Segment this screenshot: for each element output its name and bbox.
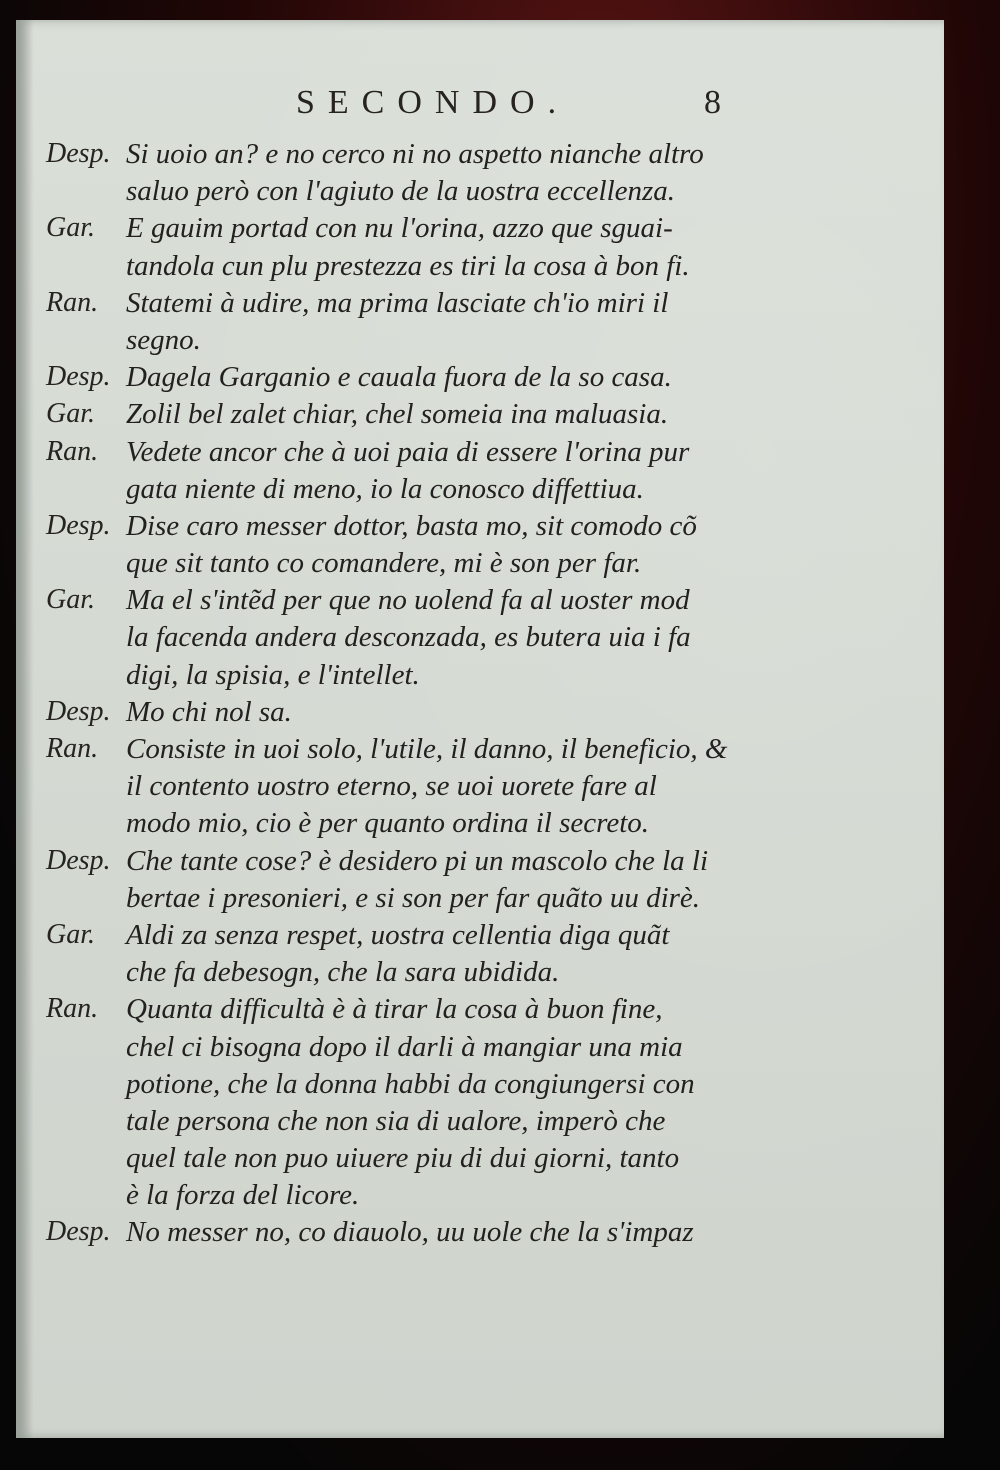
text-line (46, 1105, 786, 1142)
text-line (46, 956, 786, 993)
text-line (46, 250, 786, 287)
speaker-label: Gar. (46, 398, 96, 430)
line-text: Mo chi nol sa. (126, 695, 292, 728)
text-line (46, 770, 786, 807)
running-head: SECONDO. (296, 84, 570, 121)
page-gutter-shadow (16, 20, 34, 1438)
speaker-label: Ran. (46, 733, 99, 764)
book-page (16, 20, 944, 1438)
text-line (46, 696, 786, 733)
line-text: Ma el s'intẽd per que no uolend fa al uoster mod (126, 584, 690, 617)
text-line (46, 547, 786, 584)
line-text: potione, che la donna habbi da congiungersi con (126, 1067, 695, 1100)
text-line (46, 1179, 786, 1216)
speaker-label: Desp. (46, 844, 111, 876)
text-line (46, 361, 786, 398)
speaker-label: Ran. (46, 435, 99, 467)
text-line (46, 584, 786, 621)
text-line (46, 138, 786, 175)
line-text: segno. (126, 323, 201, 356)
line-text: quel tale non puo uiuere piu di dui giorni, tanto (126, 1142, 680, 1175)
line-text: Si uoio an? e no cerco ni no aspetto nianche altro (126, 138, 704, 170)
text-line (46, 1216, 786, 1253)
line-text: bertae i presonieri, e si son per far quãto uu dirè. (126, 881, 701, 914)
line-text: Aldi za senza respet, uostra cellentia diga quãt (126, 918, 670, 951)
speaker-label: Desp. (46, 695, 111, 727)
page-number: 8 (704, 84, 721, 121)
line-text: è la forza del licore. (126, 1179, 360, 1212)
text-line (46, 1031, 786, 1068)
text-line (46, 621, 786, 658)
text-line (46, 398, 786, 435)
line-text: Dagela Garganio e cauala fuora de la so casa. (126, 361, 672, 394)
text-line (46, 845, 786, 882)
line-text: Vedete ancor che à uoi paia di essere l'orina pur (126, 435, 690, 468)
speaker-label: Gar. (46, 584, 96, 616)
line-text: tale persona che non sia di ualore, imperò che (126, 1104, 666, 1137)
speaker-label: Desp. (46, 509, 111, 541)
text-line (46, 993, 786, 1030)
text-line (46, 882, 786, 919)
page-header (276, 78, 796, 128)
speaker-label: Desp. (46, 361, 111, 393)
dialogue-text-block (46, 138, 786, 1254)
text-line (46, 807, 786, 844)
line-text: che fa debesogn, che la sara ubidida. (126, 956, 560, 989)
text-line (46, 212, 786, 249)
line-text: saluo però con l'agiuto de la uostra eccellenza. (126, 175, 676, 208)
line-text: E gauim portad con nu l'orina, azzo que sguai- (126, 212, 673, 245)
line-text: Dise caro messer dottor, basta mo, sit comodo cõ (126, 509, 697, 542)
line-text: modo mio, cio è per quanto ordina il secreto. (126, 807, 650, 840)
text-line (46, 510, 786, 547)
speaker-label: Gar. (46, 212, 96, 244)
speaker-label: Desp. (46, 138, 111, 169)
line-text: il contento uostro eterno, se uoi uorete fare al (126, 770, 657, 803)
text-line (46, 175, 786, 212)
line-text: Consiste in uoi solo, l'utile, il danno, il beneficio, & (126, 733, 728, 765)
text-line (46, 287, 786, 324)
speaker-label: Ran. (46, 993, 99, 1025)
speaker-label: Desp. (46, 1216, 111, 1248)
text-line (46, 919, 786, 956)
text-line (46, 659, 786, 696)
line-text: chel ci bisogna dopo il darli à mangiar una mia (126, 1030, 683, 1063)
line-text: Quanta difficultà è à tirar la cosa à buon fine, (126, 993, 663, 1026)
line-text: la facenda andera desconzada, es butera uia i fa (126, 621, 691, 654)
text-line (46, 733, 786, 770)
line-text: tandola cun plu prestezza es tiri la cosa à bon fi. (126, 249, 690, 282)
speaker-label: Ran. (46, 286, 99, 318)
line-text: gata niente di meno, io la conosco diffettiua. (126, 472, 644, 505)
line-text: Zolil bel zalet chiar, chel someia ina maluasia. (126, 398, 669, 431)
speaker-label: Gar. (46, 918, 96, 950)
text-line (46, 324, 786, 361)
text-line (46, 1142, 786, 1179)
line-text: No messer no, co diauolo, uu uole che la s'impaz (126, 1216, 694, 1249)
line-text: que sit tanto co comandere, mi è son per far. (126, 547, 642, 580)
text-line (46, 473, 786, 510)
text-line (46, 436, 786, 473)
line-text: Che tante cose? è desidero pi un mascolo che la li (126, 844, 709, 877)
line-text: digi, la spisia, e l'intellet. (126, 658, 420, 691)
line-text: Statemi à udire, ma prima lasciate ch'io miri il (126, 286, 669, 319)
text-line (46, 1068, 786, 1105)
